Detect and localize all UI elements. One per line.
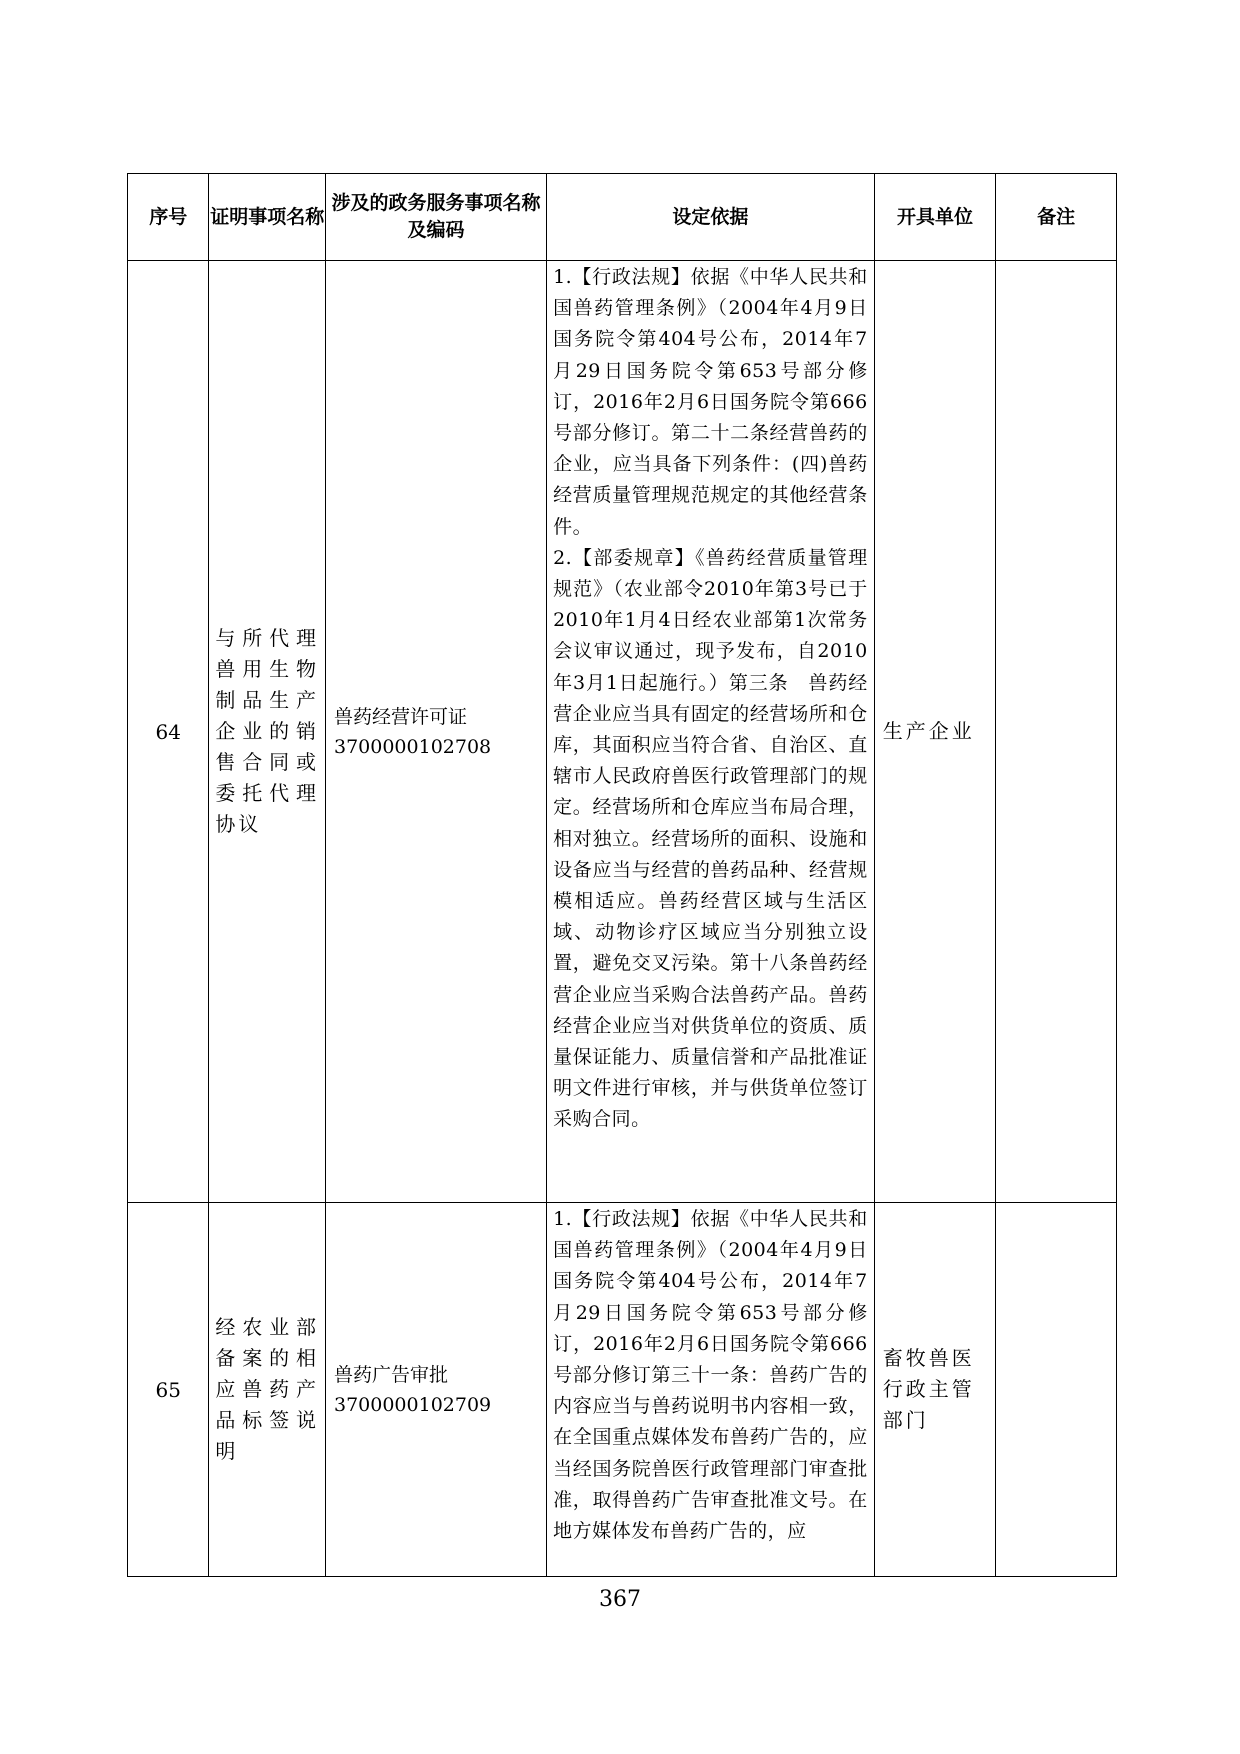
service-name: 兽药经营许可证 xyxy=(333,705,467,728)
table-row xyxy=(128,1203,1117,1577)
issuing-unit: 生产企业 xyxy=(874,261,996,1203)
remarks-cell xyxy=(996,261,1117,1203)
legal-basis-text: 1.【行政法规】依据《中华人民共和国兽药管理条例》（2004年4月9日国务院令第404号公布，2014年7月29日国务院令第653号部分修订，2016年2月6日国务院令第666号部分修订第三十一条：兽药广告的内容应当与兽药说明书内容相一致，在全国重点媒体发布兽药广告的，应当经国务院兽医行政管理部门审查批准，取得兽药广告审查批准文号。在地方媒体发布兽药广告的，应 xyxy=(553,1208,868,1543)
table-header-row xyxy=(128,174,1117,261)
service-name: 兽药广告审批 xyxy=(333,1363,448,1386)
table-row xyxy=(128,261,1117,1203)
header-legal-basis: 设定依据 xyxy=(547,174,875,261)
issuing-unit: 畜牧兽医行政主管部门 xyxy=(874,1203,996,1577)
proof-items-table xyxy=(127,173,1117,1577)
legal-basis xyxy=(547,1203,875,1577)
service-code: 3700000102709 xyxy=(333,1393,492,1416)
service-code: 3700000102708 xyxy=(333,735,492,758)
remarks-cell xyxy=(996,1203,1117,1577)
header-serial-number: 序号 xyxy=(128,174,209,261)
header-issuing-unit: 开具单位 xyxy=(874,174,996,261)
row-number: 65 xyxy=(128,1203,209,1577)
service-item xyxy=(325,261,546,1203)
legal-basis xyxy=(547,261,875,1203)
page-number: 367 xyxy=(599,1587,641,1612)
header-remarks: 备注 xyxy=(996,174,1117,261)
service-item xyxy=(325,1203,546,1577)
row-number: 64 xyxy=(128,261,209,1203)
header-service-item: 涉及的政务服务事项名称及编码 xyxy=(325,174,546,261)
proof-item-name: 经农业部备案的相应兽药产品标签说明 xyxy=(209,1203,326,1577)
header-proof-item-name: 证明事项名称 xyxy=(209,174,326,261)
proof-item-name: 与所代理兽用生物制品生产企业的销售合同或委托代理协议 xyxy=(209,261,326,1203)
legal-basis-text: 1.【行政法规】依据《中华人民共和国兽药管理条例》（2004年4月9日国务院令第404号公布，2014年7月29日国务院令第653号部分修订，2016年2月6日国务院令第666号部分修订。第二十二条经营兽药的企业，应当具备下列条件：(四)兽药经营质量管理规范规定的其他经营条件。 2.【部委规章】《兽药经营质量管理规范》（农业部令2010年第3号已于2010年1月4日经农业部第1次常务会议审议通过，现予发布，自2010年3月1日起施行。）第三条 兽药经营企业应当具有固定的经营场所和仓库，其面积应当符合省、自治区、直辖市人民政府兽医行政管理部门的规定。经营场所和仓库应当布局合理，相对独立。经营场所的面积、设施和设备应当与经营的兽药品种、经营规模相适应。兽药经营区域与生活区域、动物诊疗区域应当分别独立设置，避免交叉污染。第十八条兽药经营企业应当采购合法兽药产品。兽药经营企业应当对供货单位的资质、质量保证能力、质量信誉和产品批准证明文件进行审核，并与供货单位签订采购合同。 xyxy=(553,266,868,1131)
